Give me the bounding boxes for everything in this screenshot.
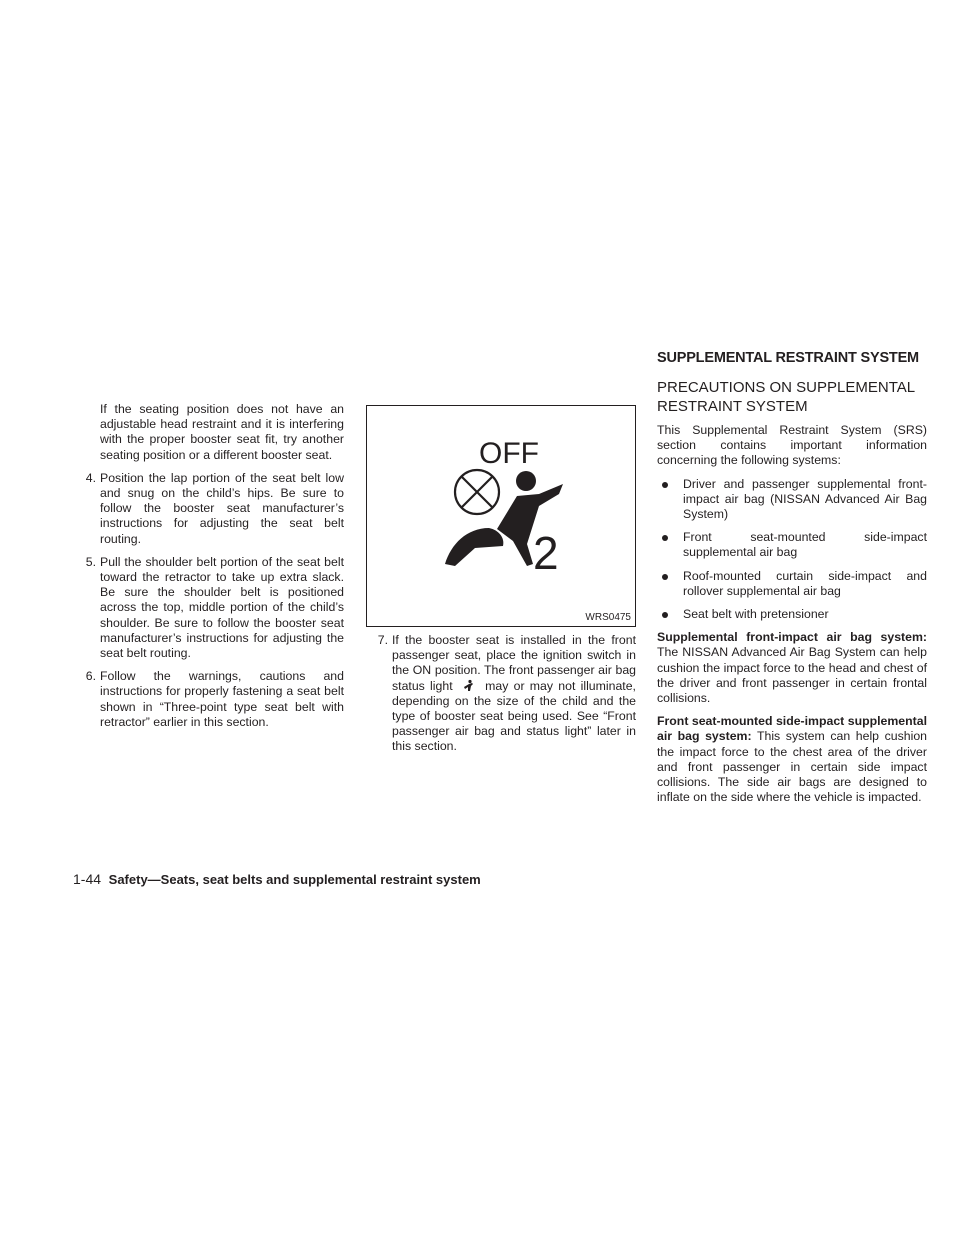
item-text: Pull the shoulder belt portion of the seat belt toward the retractor to take up extra slack. Be sure the shoulder belt is positioned across the top, middle portion of the child’s shoulder. Be sure to follow the booster seat manufacturer’s instructions for adjusting the seat belt routing. [100, 554, 344, 661]
bullet-text: Front seat-mounted side-impact supplemental air bag [683, 530, 927, 560]
paragraph-text: The NISSAN Advanced Air Bag System can help cushion the impact force to the head and chest of the driver and front passenger in certain frontal collisions. [657, 645, 927, 706]
left-column [80, 402, 344, 738]
list-item [80, 669, 344, 730]
subheading: PRECAUTIONS ON SUPPLEMENTAL RESTRAINT SYSTEM [657, 379, 915, 415]
list-item [80, 471, 344, 547]
paragraph-title: Supplemental front-impact air bag system: [657, 630, 927, 645]
number-label: 2 [533, 527, 559, 579]
item-text-before-icon: If the booster seat is installed in the front passenger seat, place the ignition switch in the ON position. The front passenger air bag status light [392, 633, 636, 693]
page-footer [73, 871, 481, 888]
figure-code: WRS0475 [585, 612, 631, 623]
intro-paragraph: If the seating position does not have an adjustable head restraint and it is interfering with the proper booster seat fit, try another seating position or a different booster seat. [100, 402, 344, 462]
numbered-list [366, 633, 636, 755]
item-text-after-icon: may or may not illuminate, depending on the size of the child and the type of booster seat being used. See “Front passenger air bag and status light” later in this section. [392, 678, 636, 754]
list-item [80, 555, 344, 661]
item-number: 7. [377, 633, 388, 647]
item-number: 5. [85, 554, 96, 569]
airbag-off-figure [366, 405, 636, 627]
item-number: 4. [85, 470, 96, 485]
page-number: 1-44 [73, 871, 102, 887]
item-number: 6. [85, 669, 96, 684]
section-heading: SUPPLEMENTAL RESTRAINT SYSTEM [657, 350, 919, 366]
passenger-head-shape [516, 471, 536, 491]
item-text: Follow the warnings, cautions and instructions for properly fastening a seat belt shown in “Three-point type seat belt with retractor” earlier in this section. [100, 669, 344, 729]
airbag-status-light-icon [458, 679, 480, 693]
off-label: OFF [479, 437, 539, 470]
intro-paragraph: This Supplemental Restraint System (SRS) section contains important information concerning the following systems: [657, 423, 927, 468]
paragraph-text: This system can help cushion the impact force to the chest area of the driver and front passenger in certain side impact collisions. The side air bags are designed to inflate on the side where the vehicle is impacted. [657, 729, 927, 805]
list-item [657, 530, 927, 560]
list-item [657, 477, 927, 523]
bullet-icon [662, 574, 668, 580]
passenger-airbag-off-icon [367, 406, 635, 626]
running-title: Safety—Seats, seat belts and supplemental restraint system [108, 872, 481, 887]
paragraph-title: Front seat-mounted side-impact supplemental air bag system: [657, 714, 927, 744]
bullet-icon [662, 612, 668, 618]
airbag-shape [445, 528, 503, 566]
bullet-icon [662, 482, 668, 488]
middle-column [366, 405, 636, 763]
list-item [657, 607, 927, 622]
right-column [657, 350, 927, 805]
front-impact-paragraph [657, 630, 927, 706]
bullet-text: Seat belt with pretensioner [683, 607, 829, 622]
side-impact-paragraph [657, 714, 927, 805]
list-item [657, 569, 927, 599]
bullet-icon [662, 535, 668, 541]
bullet-text: Driver and passenger supplemental front-impact air bag (NISSAN Advanced Air Bag System) [683, 476, 927, 522]
item-text: Position the lap portion of the seat belt low and snug on the child’s hips. Be sure to follow the booster seat manufacturer’s instructions for adjusting the seat belt routing. [100, 470, 344, 546]
bullet-text: Roof-mounted curtain side-impact and rollover supplemental air bag [683, 568, 927, 598]
bullet-list [657, 477, 927, 623]
list-item [372, 633, 636, 755]
numbered-list [80, 471, 344, 730]
